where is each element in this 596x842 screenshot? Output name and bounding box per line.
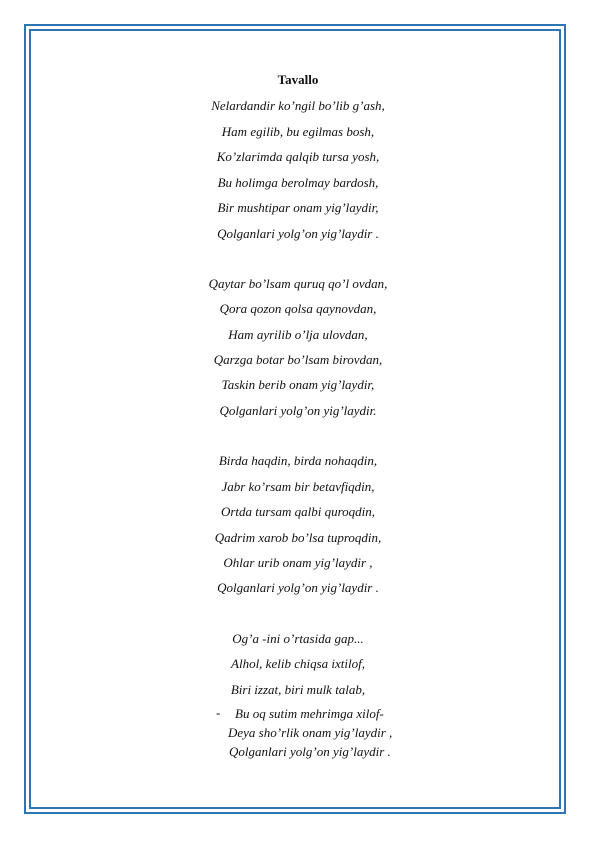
- poem-line: Nelardandir ko’ngil bo’lib g’ash,: [211, 98, 385, 113]
- poem-line: Qolganlari yolg’on yig’laydir .: [217, 580, 379, 595]
- poem-line: Bir mushtipar onam yig’laydir,: [217, 200, 379, 215]
- poem-line: Og’a -ini o’rtasida gap...: [232, 631, 364, 646]
- poem-line: Ortda tursam qalbi quroqdin,: [220, 504, 376, 519]
- poem-line: Ham egilib, bu egilmas bosh,: [221, 124, 375, 139]
- poem-line: Qaytar bo’lsam quruq qo’l ovdan,: [208, 276, 388, 291]
- poem-line: Ham ayrilib o’lja ulovdan,: [228, 327, 368, 342]
- poem-line: Ohlar urib onam yig’laydir ,: [223, 555, 373, 570]
- poem-line: Biri izzat, biri mulk talab,: [230, 682, 366, 697]
- poem-line: Taskin berib onam yig’laydir,: [221, 377, 375, 392]
- poem-line: Qolganlari yolg’on yig’laydir.: [219, 403, 377, 418]
- poem-line: Jabr ko’rsam bir betavfiqdin,: [221, 479, 375, 494]
- poem-line: Bu oq sutim mehrimga xilof-: [235, 706, 384, 721]
- poem-line: Bu holimga berolmay bardosh,: [217, 175, 379, 190]
- poem-line: Qarzga botar bo’lsam birovdan,: [213, 352, 383, 367]
- poem-line: Qolganlari yolg’on yig’laydir .: [217, 226, 379, 241]
- poem-line: Birda haqdin, birda nohaqdin,: [218, 453, 378, 468]
- poem-line: Qadrim xarob bo’lsa tuproqdin,: [214, 530, 382, 545]
- poem-line: Qolganlari yolg’on yig’laydir .: [229, 744, 391, 759]
- poem-line: Alhol, kelib chiqsa ixtilof,: [231, 656, 365, 671]
- poem-line: Qora qozon qolsa qaynovdan,: [219, 301, 377, 316]
- list-dash: -: [216, 705, 221, 720]
- poem-line: Ko’zlarimda qalqib tursa yosh,: [216, 149, 380, 164]
- poem-title: Tavallo: [277, 72, 319, 87]
- poem-line: Deya sho’rlik onam yig’laydir ,: [228, 725, 393, 740]
